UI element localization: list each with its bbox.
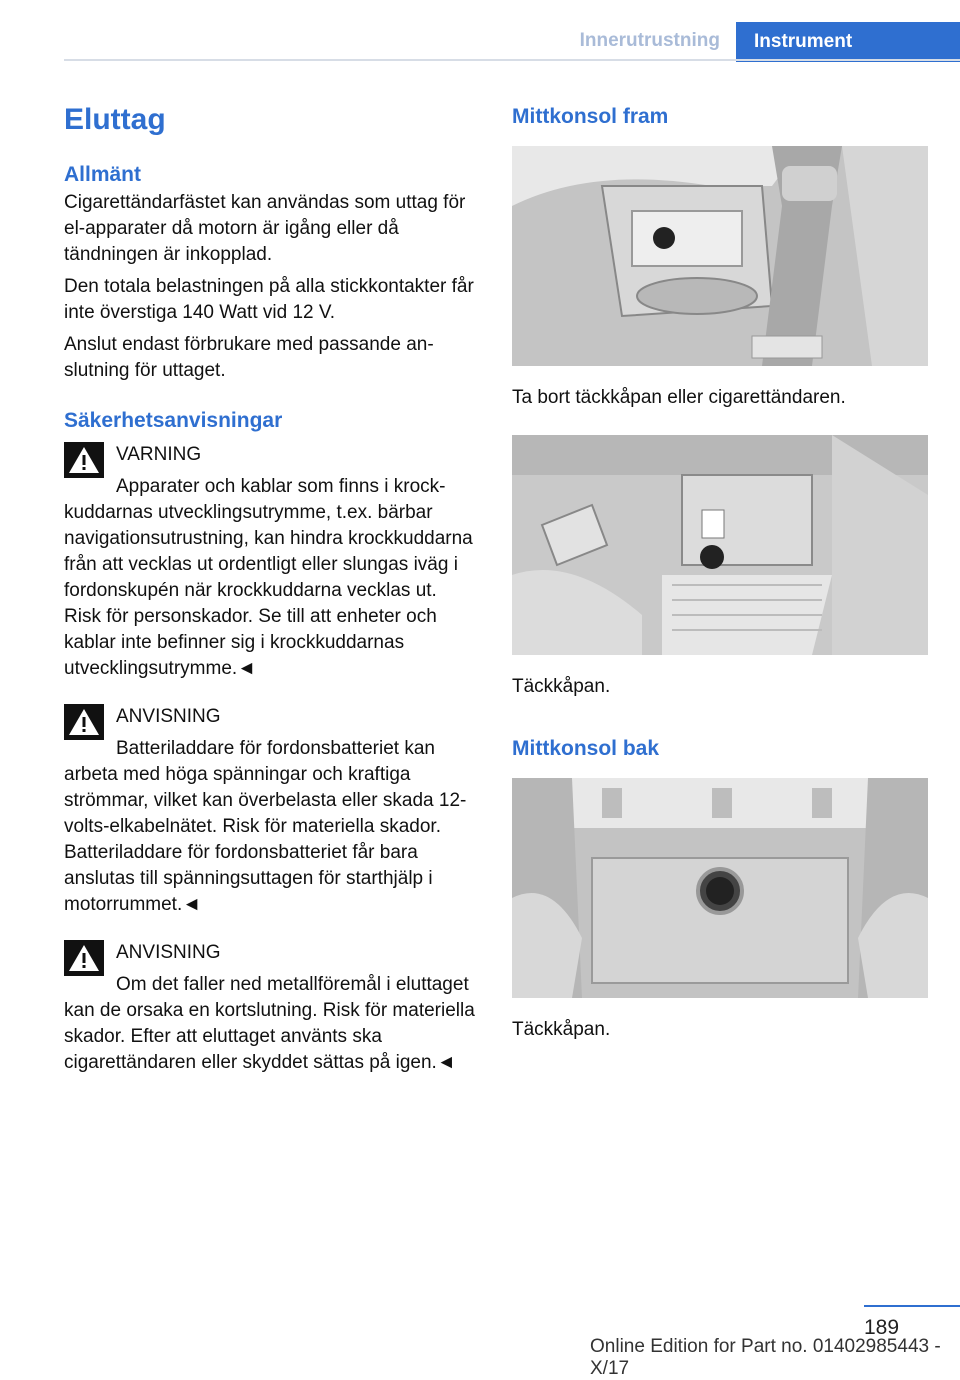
left-column — [64, 100, 476, 1098]
warning-text: Apparater och kablar som finns i krockkuddarnas utvecklingsutrymme, t.ex. bärbar navigationsutrustning, kan hindra krockkuddarna från att vecklas ut ordentligt eller slungas iväg i fordonskupén när krockkuddarna vecklas ut. Risk för personskador. Se till att enheter och kablar inte befinner sig i krockkuddarnas utvecklingsutrymme.◄ — [64, 476, 473, 679]
cover-cap-image — [512, 435, 928, 655]
header-divider — [64, 59, 960, 61]
rear-console-socket-image — [512, 778, 928, 998]
tab-instrument[interactable]: Instrument — [736, 22, 960, 62]
front-console-heading: Mittkonsol fram — [512, 105, 669, 128]
general-paragraph-1: Cigarettändarfästet kan användas som uttag för el-apparater då motorn är igång eller då tändningen är inkopplad. — [64, 192, 466, 265]
warning-block-2 — [64, 704, 476, 918]
footer-divider — [864, 1305, 960, 1307]
front-console-socket-image — [512, 146, 928, 366]
warning-text: Om det faller ned metallföremål i eluttaget kan de orsaka en kortslutning. Risk för materiella skador. Efter att eluttaget använts ska cigarettändaren eller skyddet sättas på igen.◄ — [64, 974, 475, 1073]
general-paragraph-3: Anslut endast förbrukare med passande anslutning för uttaget. — [64, 334, 434, 381]
rear-console-heading: Mittkonsol bak — [512, 737, 660, 760]
page-header — [0, 0, 960, 62]
general-heading: Allmänt — [64, 163, 142, 186]
warning-triangle-icon — [64, 442, 104, 478]
caption-cover-2: Täckkåpan. — [512, 1019, 611, 1040]
warning-block-1 — [64, 442, 476, 682]
warning-label: ANVISNING — [116, 706, 221, 727]
warning-label: ANVISNING — [116, 942, 221, 963]
warning-triangle-icon — [64, 940, 104, 976]
edition-line: Online Edition for Part no. 01402985443 - X/17 — [590, 1336, 941, 1379]
safety-heading: Säkerhetsanvisningar — [64, 409, 283, 432]
page-number: 189 — [864, 1316, 900, 1339]
general-paragraph-2: Den totala belastningen på alla stickkontakter får inte överstiga 140 Watt vid 12 V. — [64, 276, 474, 323]
warning-triangle-icon — [64, 704, 104, 740]
breadcrumb[interactable]: Innerutrustning — [579, 30, 720, 51]
caption-cover-1: Täckkåpan. — [512, 676, 611, 697]
right-column — [512, 100, 928, 1043]
caption-remove-cover: Ta bort täckkåpan eller cigarettändaren. — [512, 387, 846, 408]
warning-block-3 — [64, 940, 476, 1076]
page-title: Eluttag — [64, 103, 166, 136]
warning-label: VARNING — [116, 444, 202, 465]
warning-text: Batteriladdare för fordonsbatteriet kan arbeta med höga spänningar och kraftiga strömmar, vilket kan överbelasta eller skada 12-volts-elkabelnätet. Risk för materiella skador. Batteriladdare för fordonsbatteriet får bara anslutas till spänningsuttagen för starthjälp i motorrummet.◄ — [64, 738, 467, 915]
